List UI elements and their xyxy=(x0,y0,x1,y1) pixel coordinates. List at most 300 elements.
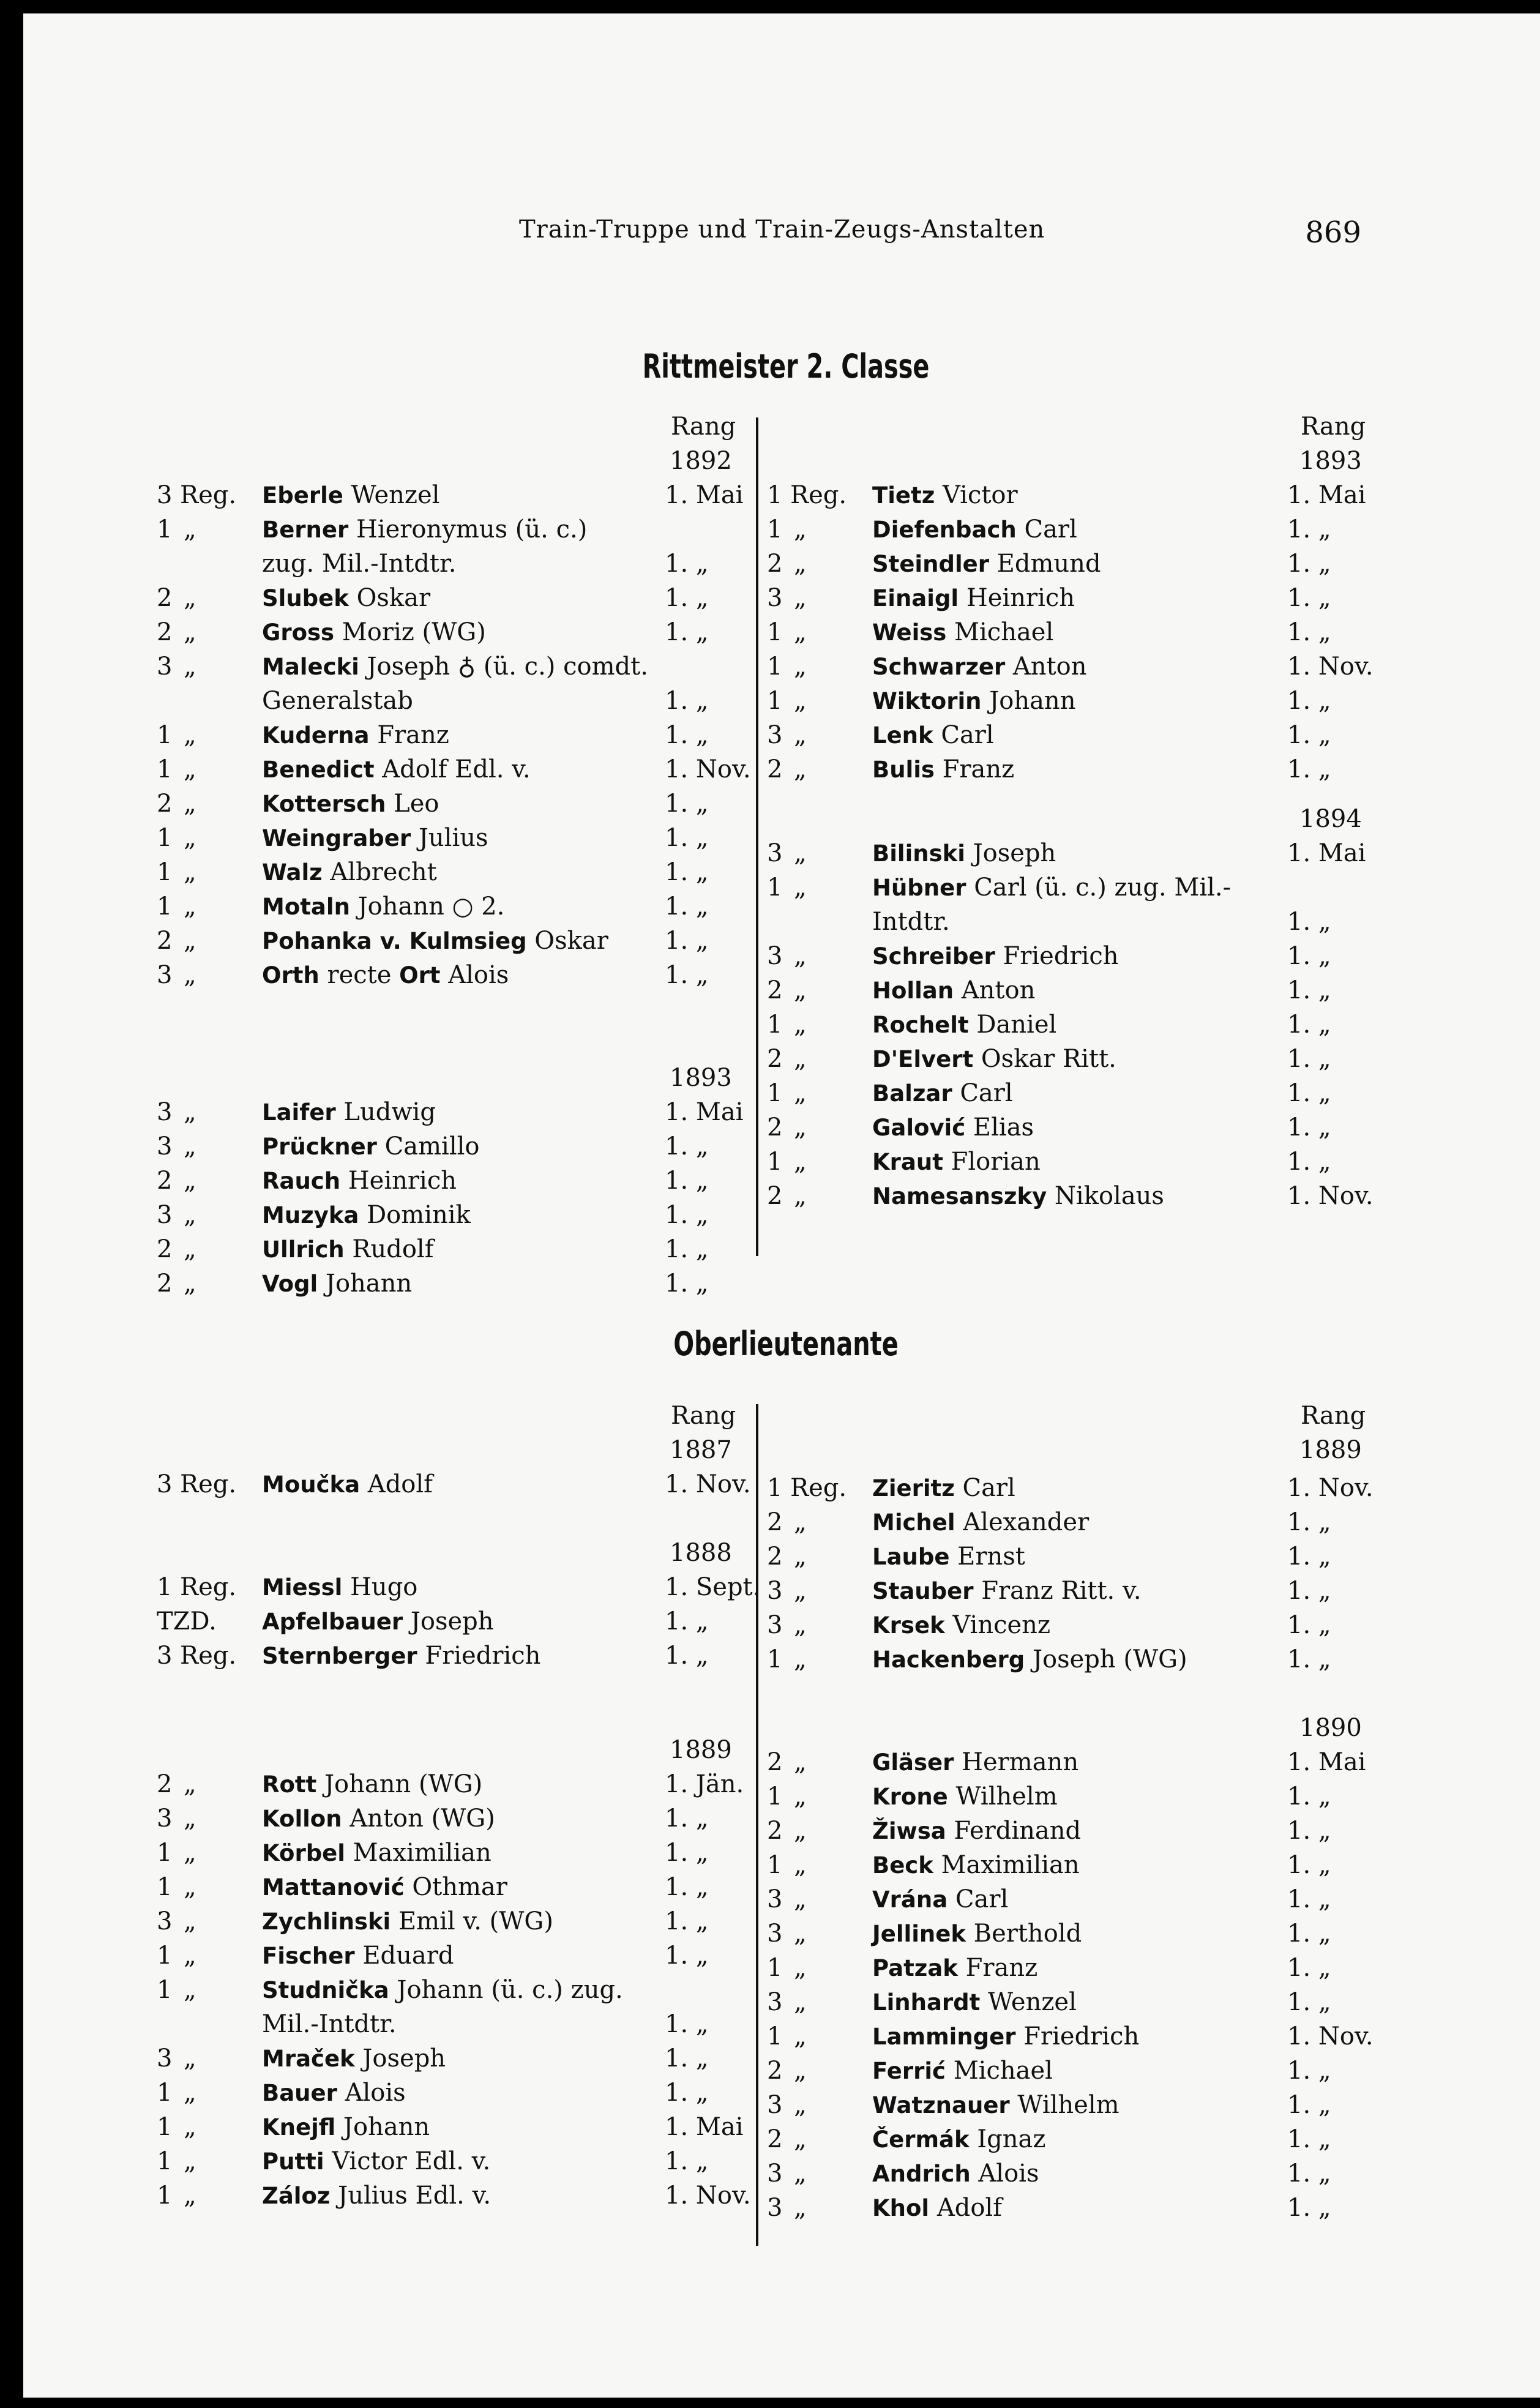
surname: Apfelbauer xyxy=(262,1609,403,1635)
roster-entry xyxy=(157,1573,761,1607)
rank-date: 1. „ xyxy=(1287,1782,1331,1811)
regiment-number: 2 xyxy=(767,1508,783,1536)
unit-label: „ xyxy=(184,2113,196,2141)
year-label: 1893 xyxy=(1299,447,1362,475)
regiment-number: 3 xyxy=(767,1987,783,2016)
name-rest: Franz xyxy=(957,1953,1038,1982)
roster-entry xyxy=(767,1817,1379,1851)
rank-date: 1. Nov. xyxy=(1287,1473,1374,1502)
surname: Walz xyxy=(262,859,323,886)
surname: Bulis xyxy=(872,757,935,783)
unit-label: „ xyxy=(184,1976,196,2004)
name-rest: Carl xyxy=(954,1473,1015,1502)
regiment-number: 1 xyxy=(157,892,173,921)
rank-date: 1. „ xyxy=(1287,721,1331,749)
regiment-number: 2 xyxy=(157,1269,173,1298)
officer-name xyxy=(872,839,1056,867)
unit-label: Reg. xyxy=(180,1642,237,1670)
unit-label: „ xyxy=(184,1839,196,1867)
rank-date: 1. „ xyxy=(665,2147,709,2175)
name-rest: Carl xyxy=(952,1079,1013,1108)
rank-date: 1. Nov. xyxy=(665,755,751,783)
rank-date: 1. „ xyxy=(665,1167,709,1195)
roster-entry xyxy=(157,1873,750,1907)
unit-label: „ xyxy=(794,873,807,902)
name-rest: Emil v. (WG) xyxy=(391,1907,553,1935)
roster-entry xyxy=(157,1470,750,1505)
regiment-number: 2 xyxy=(767,1045,783,1074)
unit-label: „ xyxy=(794,1919,807,1948)
unit-label: „ xyxy=(794,976,807,1005)
officer-name xyxy=(262,824,488,852)
surname: Rott xyxy=(262,1771,317,1798)
rank-date: 1. „ xyxy=(665,2079,709,2107)
roster-entry xyxy=(767,2022,1379,2057)
regiment-number: 1 xyxy=(767,2022,783,2051)
name-rest: Joseph xyxy=(965,839,1056,868)
name-rest: Wenzel xyxy=(980,1987,1077,2016)
page-number: 869 xyxy=(1305,215,1361,250)
rang-year xyxy=(767,805,1379,839)
surname: Kuderna xyxy=(262,722,370,749)
name-rest: Florian xyxy=(943,1148,1041,1176)
name-rest: Johann ○ 2. xyxy=(349,892,505,921)
surname: Rauch xyxy=(262,1168,341,1194)
rank-date: 1. „ xyxy=(1287,2125,1331,2153)
unit-label: „ xyxy=(794,1079,807,1108)
rang-label: Rang xyxy=(1301,413,1366,441)
name-rest: Oskar Ritt. xyxy=(973,1045,1116,1074)
rank-date: 1. Nov. xyxy=(665,2182,751,2210)
surname: Balzar xyxy=(872,1080,952,1107)
officer-name xyxy=(262,1201,471,1229)
regiment-number: 3 xyxy=(767,1919,783,1948)
officer-name xyxy=(872,1045,1116,1073)
officer-name xyxy=(262,1907,553,1935)
rank-date: 1. „ xyxy=(1287,687,1331,715)
unit-label: „ xyxy=(794,1610,807,1639)
rank-date: 1. „ xyxy=(1287,1610,1331,1639)
rang-year xyxy=(767,1714,1379,1748)
surname: Sternberger xyxy=(262,1643,417,1669)
name-rest: Ignaz xyxy=(969,2125,1046,2153)
roster-entry xyxy=(767,976,1379,1011)
name-rest: Friedrich xyxy=(1015,2022,1140,2051)
regiment-number: 2 xyxy=(157,927,173,955)
surname: Steindler xyxy=(872,551,989,577)
regiment-number: 3 xyxy=(157,1201,173,1229)
roster-entry xyxy=(157,1269,750,1304)
year-label: 1892 xyxy=(670,447,732,475)
name-rest: Intdtr. xyxy=(872,908,950,937)
officer-name xyxy=(872,1645,1187,1673)
surname: Hollan xyxy=(872,978,954,1004)
surname: Lamminger xyxy=(872,2023,1016,2050)
roster-entry xyxy=(157,2044,750,2079)
rank-date: 1. „ xyxy=(1287,584,1331,612)
name-rest: Ernst xyxy=(949,1542,1025,1571)
officer-name xyxy=(872,1885,1008,1913)
unit-label: „ xyxy=(184,1098,196,1126)
regiment-number: 3 xyxy=(157,1804,173,1833)
unit-label: Reg. xyxy=(180,1470,237,1498)
name-rest: Anton (WG) xyxy=(342,1804,495,1833)
regiment-number: 1 xyxy=(157,2113,173,2141)
name-rest: Friedrich xyxy=(995,942,1119,971)
roster-entry xyxy=(157,652,750,687)
surname: Weingraber xyxy=(262,825,411,851)
roster-entry xyxy=(157,1839,750,1873)
surname: Slubek xyxy=(262,585,349,611)
page-header xyxy=(23,215,1540,252)
regiment-number: 2 xyxy=(767,2056,783,2085)
surname: Andrich xyxy=(872,2160,971,2187)
officer-name xyxy=(872,550,1101,578)
unit-label: TZD. xyxy=(157,1607,217,1636)
rank-date: 1. „ xyxy=(665,2010,709,2038)
surname: Pohanka v. Kulmsieg xyxy=(262,928,527,954)
name-rest: Victor xyxy=(935,481,1018,509)
year-label: 1889 xyxy=(1299,1436,1362,1464)
officer-name xyxy=(262,1942,454,1970)
name-rest: Julius Edl. v. xyxy=(330,2182,492,2210)
roster-entry xyxy=(157,515,750,550)
entry-continuation xyxy=(157,687,750,721)
roster-entry xyxy=(767,2159,1379,2194)
name-rest: Eduard xyxy=(354,1942,454,1970)
name-rest: Ferdinand xyxy=(946,1816,1082,1845)
rank-date: 1. Jän. xyxy=(665,1770,744,1798)
rank-date: 1. „ xyxy=(665,1235,709,1263)
regiment-number: 1 xyxy=(157,2079,173,2107)
name-rest: Anton xyxy=(954,976,1036,1005)
officer-name xyxy=(262,618,486,646)
year-label: 1888 xyxy=(670,1539,732,1567)
rank-date: 1. „ xyxy=(665,2044,709,2073)
rank-date: 1. „ xyxy=(665,687,709,715)
surname: Jellinek xyxy=(872,1920,966,1947)
unit-label: „ xyxy=(184,1167,196,1195)
year-label: 1887 xyxy=(670,1436,732,1464)
name-rest: Carl xyxy=(948,1885,1009,1913)
roster-entry xyxy=(157,858,750,892)
surname: Gläser xyxy=(872,1749,954,1776)
unit-label: „ xyxy=(184,1804,196,1833)
name-rest: Wenzel xyxy=(343,481,440,509)
officer-name xyxy=(262,927,608,955)
regiment-number: 1 xyxy=(767,1148,783,1176)
regiment-number: 2 xyxy=(767,755,783,783)
name-rest: Joseph xyxy=(354,2044,446,2073)
regiment-number: 3 xyxy=(157,961,173,989)
unit-label: „ xyxy=(184,892,196,921)
officer-name xyxy=(262,755,531,783)
rank-date: 1. „ xyxy=(665,1642,709,1670)
name-rest: Alois xyxy=(440,961,509,989)
surname: Vrána xyxy=(872,1886,948,1913)
regiment-number: 2 xyxy=(157,790,173,818)
name-rest: Camillo xyxy=(376,1132,480,1161)
surname: Ullrich xyxy=(262,1236,345,1263)
unit-label: „ xyxy=(794,1816,807,1845)
rank-date: 1. Nov. xyxy=(1287,2022,1374,2051)
rank-date: 1. „ xyxy=(1287,515,1331,544)
surname: Patzak xyxy=(872,1954,958,1981)
name-rest: Carl xyxy=(933,721,994,749)
roster-entry xyxy=(767,839,1379,873)
regiment-number: 1 xyxy=(157,1839,173,1867)
rank-date: 1. „ xyxy=(1287,2159,1331,2188)
unit-label: „ xyxy=(794,2022,807,2051)
regiment-number: 1 xyxy=(157,858,173,886)
officer-name xyxy=(872,652,1086,681)
roster-entry xyxy=(767,1508,1379,1542)
roster-entry xyxy=(767,873,1379,908)
name-rest: Carl (ü. c.) zug. Mil.- xyxy=(966,873,1232,902)
regiment-number: 2 xyxy=(767,550,783,578)
roster-entry xyxy=(767,1474,1379,1508)
name-rest: Moriz (WG) xyxy=(334,618,486,646)
unit-label: „ xyxy=(184,1235,196,1263)
unit-label: „ xyxy=(794,1113,807,1142)
name-rest: Dominik xyxy=(359,1201,471,1229)
surname: Orth xyxy=(262,962,320,989)
officer-name xyxy=(262,584,430,612)
unit-label: „ xyxy=(794,1011,807,1039)
unit-label: „ xyxy=(794,1850,807,1879)
roster-entry xyxy=(157,2113,750,2147)
roster-entry xyxy=(767,1045,1379,1079)
roster-entry xyxy=(157,892,750,927)
roster-entry xyxy=(157,1201,750,1235)
unit-label: „ xyxy=(184,927,196,955)
rang-year xyxy=(767,1436,1379,1470)
name-rest: Victor Edl. v. xyxy=(324,2147,491,2175)
name-rest: Adolf Edl. v. xyxy=(374,755,531,783)
rank-date: 1. Nov. xyxy=(1287,652,1374,681)
surname: Berner xyxy=(262,517,349,543)
surname: Stauber xyxy=(872,1577,974,1604)
unit-label: „ xyxy=(184,2079,196,2107)
surname: Vogl xyxy=(262,1271,318,1297)
name-rest: Joseph ♁ (ü. c.) comdt. xyxy=(359,652,648,681)
unit-label: „ xyxy=(184,1269,196,1298)
unit-label: „ xyxy=(794,1542,807,1571)
entry-continuation xyxy=(157,550,750,584)
roster-entry xyxy=(767,687,1379,721)
name-rest: Franz xyxy=(934,755,1015,783)
regiment-number: 3 xyxy=(767,2159,783,2188)
officer-name xyxy=(262,687,413,715)
roster-entry xyxy=(157,2079,750,2113)
officer-name xyxy=(262,481,439,509)
roster-entry xyxy=(157,2182,750,2216)
name-rest: Generalstab xyxy=(262,687,413,715)
rank-date: 1. „ xyxy=(665,618,709,646)
name-rest: Johann xyxy=(318,1269,413,1298)
unit-label: „ xyxy=(794,1987,807,2016)
officer-name xyxy=(872,2194,1002,2222)
regiment-number: 1 xyxy=(767,873,783,902)
officer-name xyxy=(872,1817,1081,1845)
officer-name xyxy=(872,1113,1034,1142)
regiment-number: 1 xyxy=(767,481,783,509)
name-rest: zug. Mil.-Intdtr. xyxy=(262,550,457,578)
regiment-number: 3 xyxy=(767,721,783,749)
name-rest: Johann (WG) xyxy=(316,1770,483,1798)
rang-year xyxy=(157,1064,750,1098)
officer-name xyxy=(872,721,994,749)
unit-label: „ xyxy=(184,2182,196,2210)
roster-entry xyxy=(767,1011,1379,1045)
rang-year xyxy=(157,447,750,481)
roster-entry xyxy=(157,721,750,755)
unit-label: „ xyxy=(184,1873,196,1901)
regiment-number: 2 xyxy=(157,1235,173,1263)
unit-label: Reg. xyxy=(790,1473,847,1502)
regiment-number: 3 xyxy=(767,839,783,868)
rank-date: 1. Nov. xyxy=(665,1470,751,1498)
surname: Zieritz xyxy=(872,1475,955,1501)
roster-entry xyxy=(767,515,1379,550)
surname: D'Elvert xyxy=(872,1046,974,1073)
roster-entry xyxy=(767,481,1379,515)
rank-date: 1. „ xyxy=(1287,755,1331,783)
regiment-number: 1 xyxy=(157,1976,173,2004)
roster-entry xyxy=(767,618,1379,652)
year-label: 1894 xyxy=(1299,805,1362,834)
section-title-rittmeister: Rittmeister 2. Classe xyxy=(642,347,930,386)
regiment-number: 1 xyxy=(157,824,173,852)
roster-entry xyxy=(767,1988,1379,2022)
roster-entry xyxy=(157,1907,750,1942)
unit-label: „ xyxy=(794,618,807,646)
regiment-number: 1 xyxy=(157,755,173,783)
roster-entry xyxy=(157,1642,750,1676)
regiment-number: 1 xyxy=(157,515,173,544)
roster-entry xyxy=(767,1182,1379,1216)
officer-name xyxy=(262,1642,540,1670)
year-label: 1889 xyxy=(670,1736,732,1764)
rank-date: 1. „ xyxy=(1287,1542,1331,1571)
surname: Mraček xyxy=(262,2046,355,2072)
rang-label: Rang xyxy=(671,1402,736,1430)
rank-date: 1. „ xyxy=(1287,1645,1331,1673)
regiment-number: 1 xyxy=(767,652,783,681)
roster-entry xyxy=(767,1645,1379,1680)
officer-name xyxy=(872,755,1014,783)
name-rest: Oskar xyxy=(526,927,608,955)
officer-name xyxy=(872,1988,1077,2016)
rank-date: 1. „ xyxy=(1287,1576,1331,1605)
roster-entry xyxy=(767,755,1379,790)
rank-date: 1. „ xyxy=(1287,618,1331,646)
column-divider xyxy=(756,1404,758,2246)
unit-label: „ xyxy=(184,2147,196,2175)
roster-entry xyxy=(767,1885,1379,1920)
officer-name xyxy=(872,1748,1078,1776)
rank-date: 1. „ xyxy=(665,1839,709,1867)
officer-name xyxy=(872,2022,1139,2051)
surname: Prückner xyxy=(262,1134,377,1160)
name-rest: Alois xyxy=(970,2159,1039,2188)
year-label: 1893 xyxy=(670,1064,732,1092)
regiment-number: 3 xyxy=(157,1470,173,1498)
regiment-number: 3 xyxy=(157,1098,173,1126)
roster-entry xyxy=(157,1942,750,1976)
rank-date: 1. „ xyxy=(665,790,709,818)
rank-date: 1. „ xyxy=(665,1804,709,1833)
entry-continuation xyxy=(767,908,1379,942)
unit-label: „ xyxy=(794,2056,807,2085)
regiment-number: 1 xyxy=(157,1942,173,1970)
unit-label: „ xyxy=(184,2044,196,2073)
name-rest: Heinrich xyxy=(340,1167,457,1195)
unit-label: „ xyxy=(184,515,196,544)
officer-name xyxy=(872,1182,1164,1210)
officer-name xyxy=(262,1804,495,1833)
officer-name xyxy=(262,892,504,921)
regiment-number: 2 xyxy=(767,1748,783,1776)
running-title: Train-Truppe und Train-Zeugs-Anstalten xyxy=(519,215,1045,244)
unit-label: „ xyxy=(794,2090,807,2119)
roster-entry xyxy=(157,755,750,790)
name-rest: Michael xyxy=(945,2056,1053,2085)
name-rest: Ludwig xyxy=(335,1098,436,1126)
officer-name xyxy=(262,858,437,886)
unit-label: „ xyxy=(794,1508,807,1536)
roster-entry xyxy=(157,927,750,961)
rank-date: 1. „ xyxy=(665,1132,709,1161)
regiment-number: 2 xyxy=(767,1113,783,1142)
unit-label: „ xyxy=(794,755,807,783)
regiment-number: 3 xyxy=(157,1907,173,1935)
officer-name xyxy=(872,1782,1058,1811)
regiment-number: 3 xyxy=(767,1885,783,1913)
name-rest: Michael xyxy=(946,618,1054,646)
rank-date: 1. „ xyxy=(665,1269,709,1298)
officer-name xyxy=(872,1474,1015,1502)
officer-name xyxy=(262,2079,406,2107)
surname: Malecki xyxy=(262,654,359,680)
unit-label: „ xyxy=(794,515,807,544)
officer-name xyxy=(872,584,1075,612)
surname: Eberle xyxy=(262,482,343,509)
officer-name xyxy=(262,1470,433,1498)
year-label: 1890 xyxy=(1299,1713,1362,1742)
officer-name xyxy=(262,1573,417,1601)
surname: Watznauer xyxy=(872,2092,1010,2118)
surname: Záloz xyxy=(262,2183,331,2209)
surname: Namesanszky xyxy=(872,1183,1047,1210)
unit-label: Reg. xyxy=(790,481,847,509)
unit-label: „ xyxy=(794,584,807,612)
rank-date: 1. Mai xyxy=(665,2113,744,2141)
unit-label: „ xyxy=(184,1132,196,1161)
officer-name xyxy=(262,1873,507,1901)
surname: Krsek xyxy=(872,1612,945,1639)
officer-name xyxy=(872,1079,1013,1107)
roster-entry xyxy=(767,1782,1379,1817)
surname: Weiss xyxy=(872,619,947,646)
officer-name xyxy=(262,1976,623,2004)
name-rest: Adolf xyxy=(929,2193,1003,2222)
rank-date: 1. „ xyxy=(1287,1987,1331,2016)
surname: Linhardt xyxy=(872,1989,981,2016)
unit-label: „ xyxy=(184,1907,196,1935)
officer-name xyxy=(262,2113,430,2141)
surname: Gross xyxy=(262,619,335,646)
